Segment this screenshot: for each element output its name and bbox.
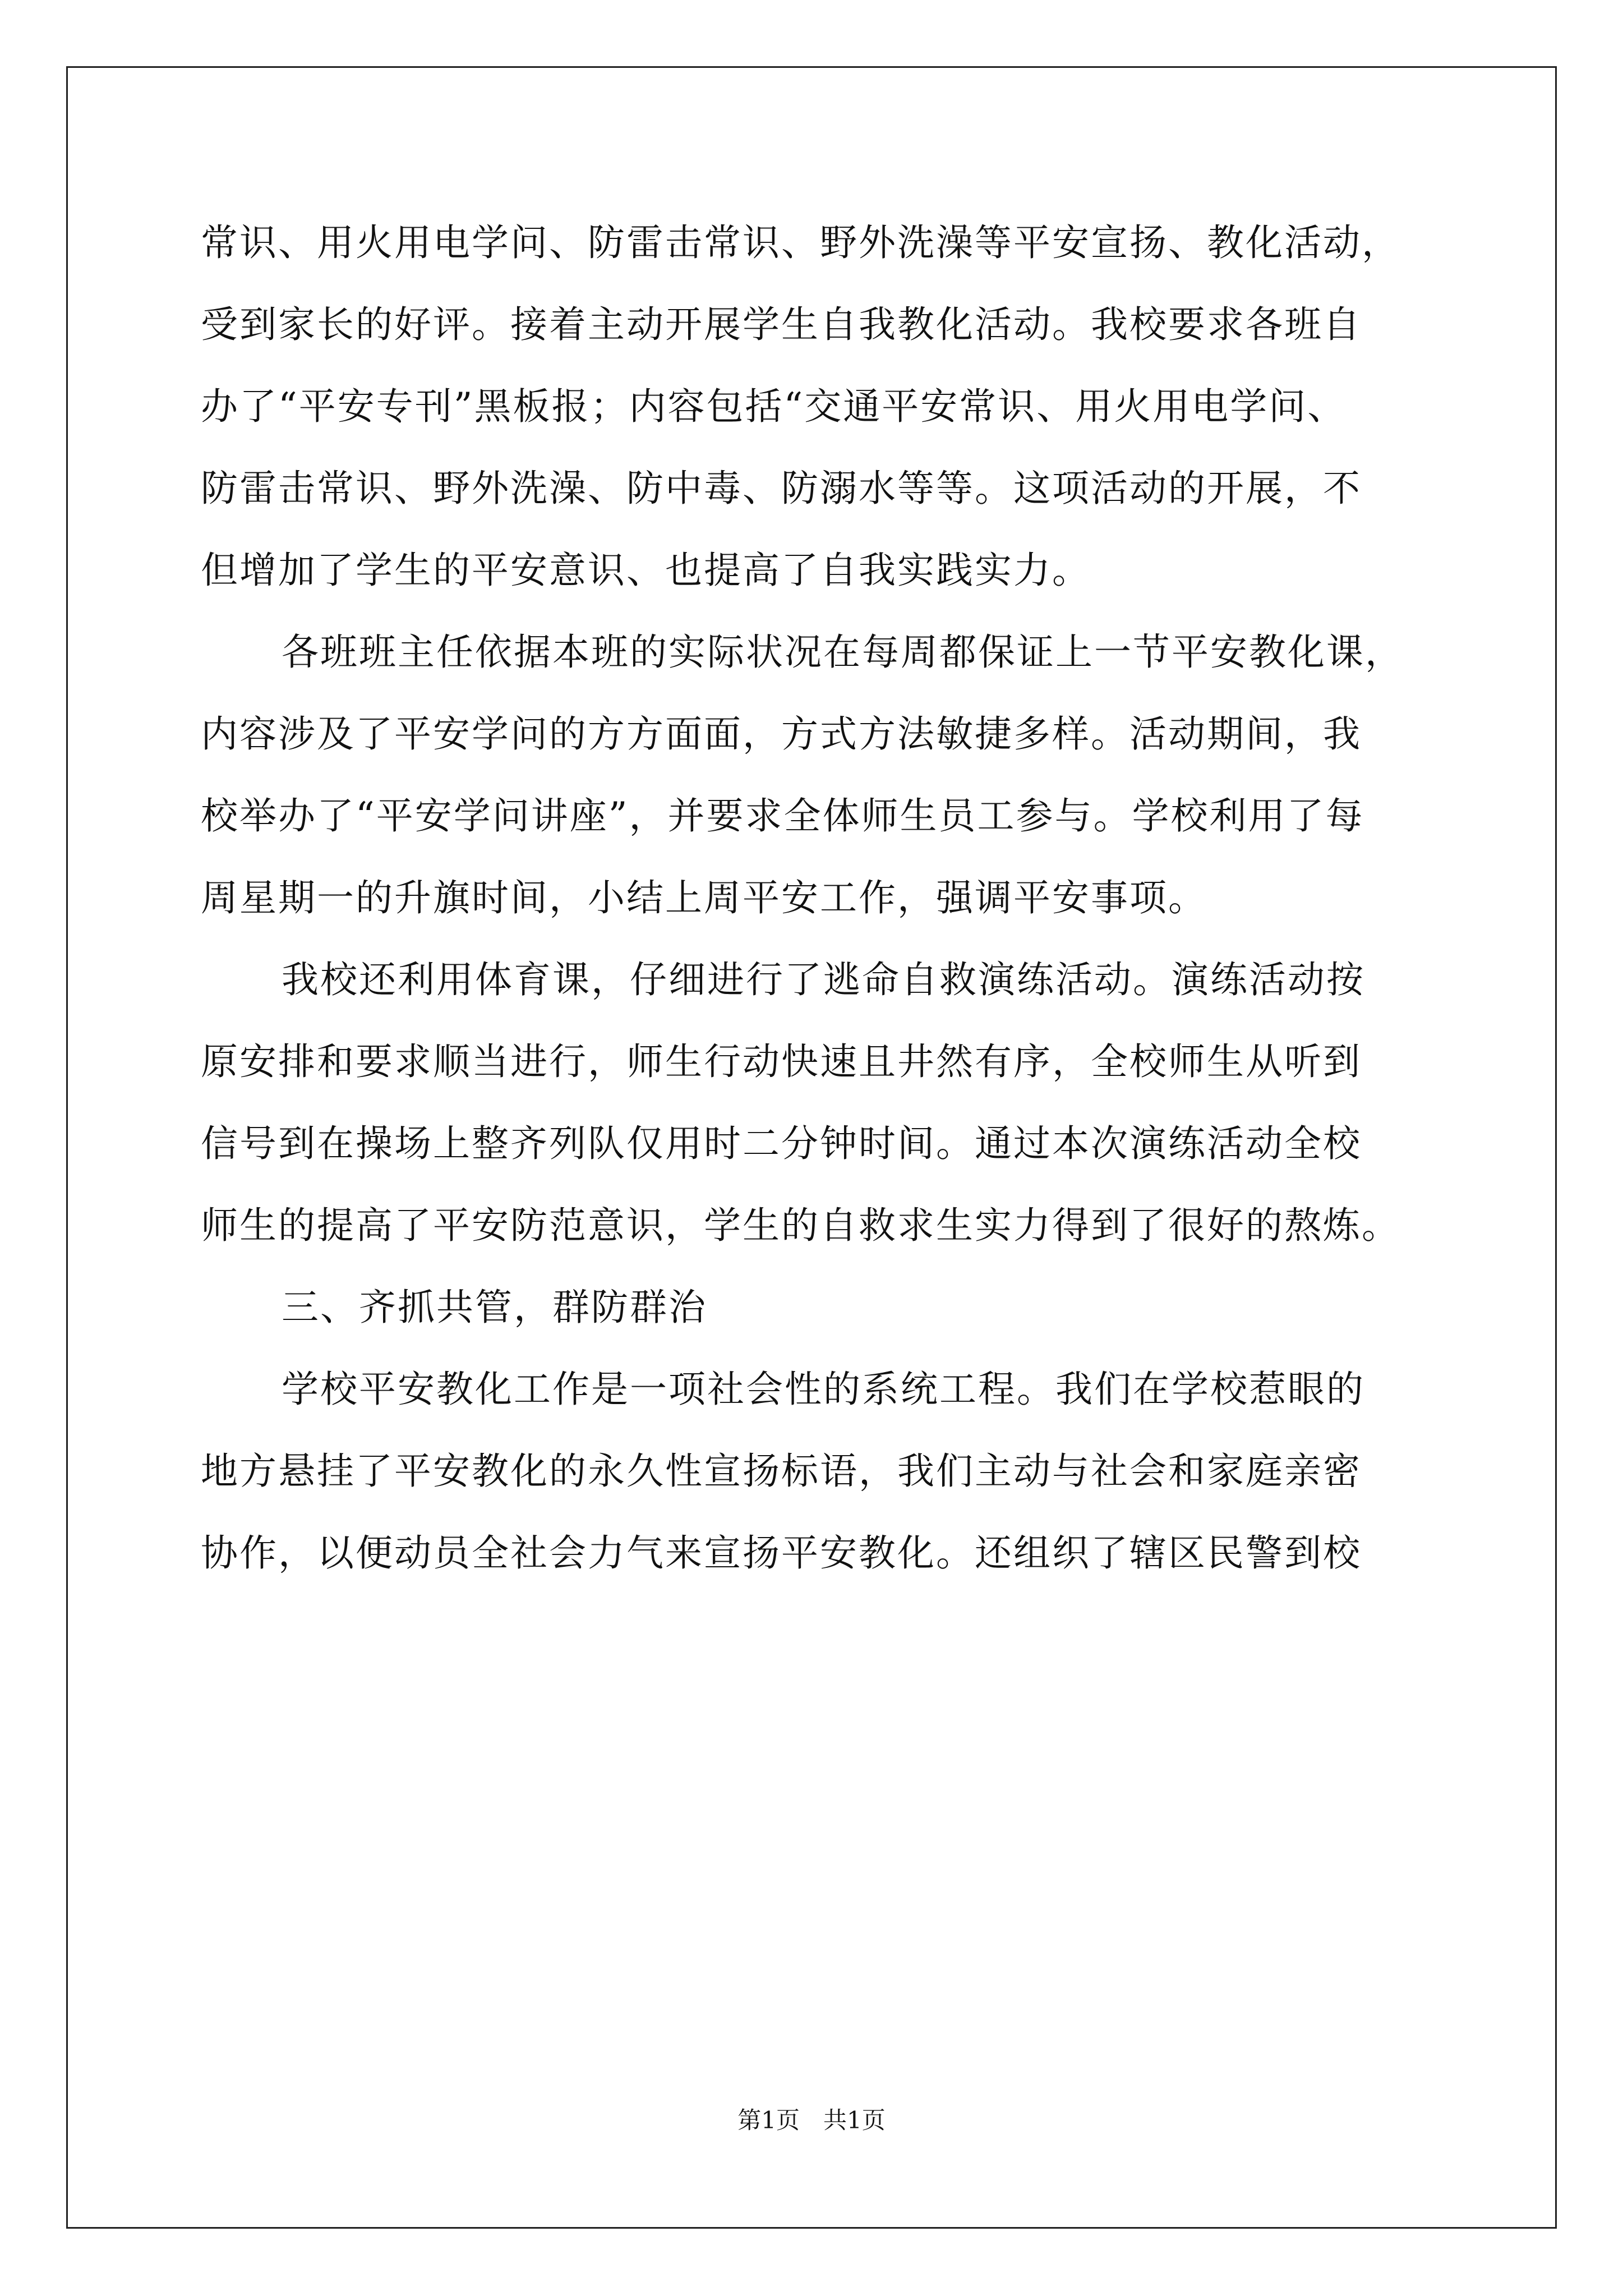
paragraph-start-line: 各班班主任依据本班的实际状况在每周都保证上一节平安教化课， <box>282 631 1404 674</box>
page-number-footer: 第1页 共1页 <box>737 2106 886 2134</box>
text-line: 防雷击常识、野外洗澡、防中毒、防溺水等等。这项活动的开展，不 <box>201 467 1362 510</box>
text-line: 校举办了“平安学问讲座”，并要求全体师生员工参与。学校利用了每 <box>201 794 1364 838</box>
text-line: 受到家长的好评。接着主动开展学生自我教化活动。我校要求各班自 <box>201 303 1362 346</box>
text-line: 协作，以便动员全社会力气来宣扬平安教化。还组织了辖区民警到校 <box>201 1531 1362 1575</box>
text-line: 原安排和要求顺当进行，师生行动快速且井然有序，全校师生从听到 <box>201 1040 1362 1083</box>
text-line: 办了“平安专刊”黑板报；内容包括“交通平安常识、用火用电学问、 <box>201 385 1347 428</box>
paragraph-start-line: 我校还利用体育课，仔细进行了逃命自救演练活动。演练活动按 <box>282 958 1365 1001</box>
text-line: 地方悬挂了平安教化的永久性宣扬标语，我们主动与社会和家庭亲密 <box>201 1450 1362 1493</box>
text-line: 师生的提高了平安防范意识，学生的自救求生实力得到了很好的熬炼。 <box>201 1204 1400 1247</box>
section-heading: 三、齐抓共管，群防群治 <box>282 1286 707 1329</box>
text-line: 内容涉及了平安学问的方方面面，方式方法敏捷多样。活动期间，我 <box>201 712 1362 756</box>
text-line: 但增加了学生的平安意识、也提高了自我实践实力。 <box>201 549 1091 592</box>
text-line: 信号到在操场上整齐列队仅用时二分钟时间。通过本次演练活动全校 <box>201 1122 1362 1165</box>
paragraph-start-line: 学校平安教化工作是一项社会性的系统工程。我们在学校惹眼的 <box>282 1368 1365 1411</box>
text-line: 周星期一的升旗时间，小结上周平安工作，强调平安事项。 <box>201 876 1207 919</box>
document-body <box>201 202 1430 1594</box>
text-line: 常识、用火用电学问、防雷击常识、野外洗澡等平安宣扬、教化活动， <box>201 221 1400 264</box>
